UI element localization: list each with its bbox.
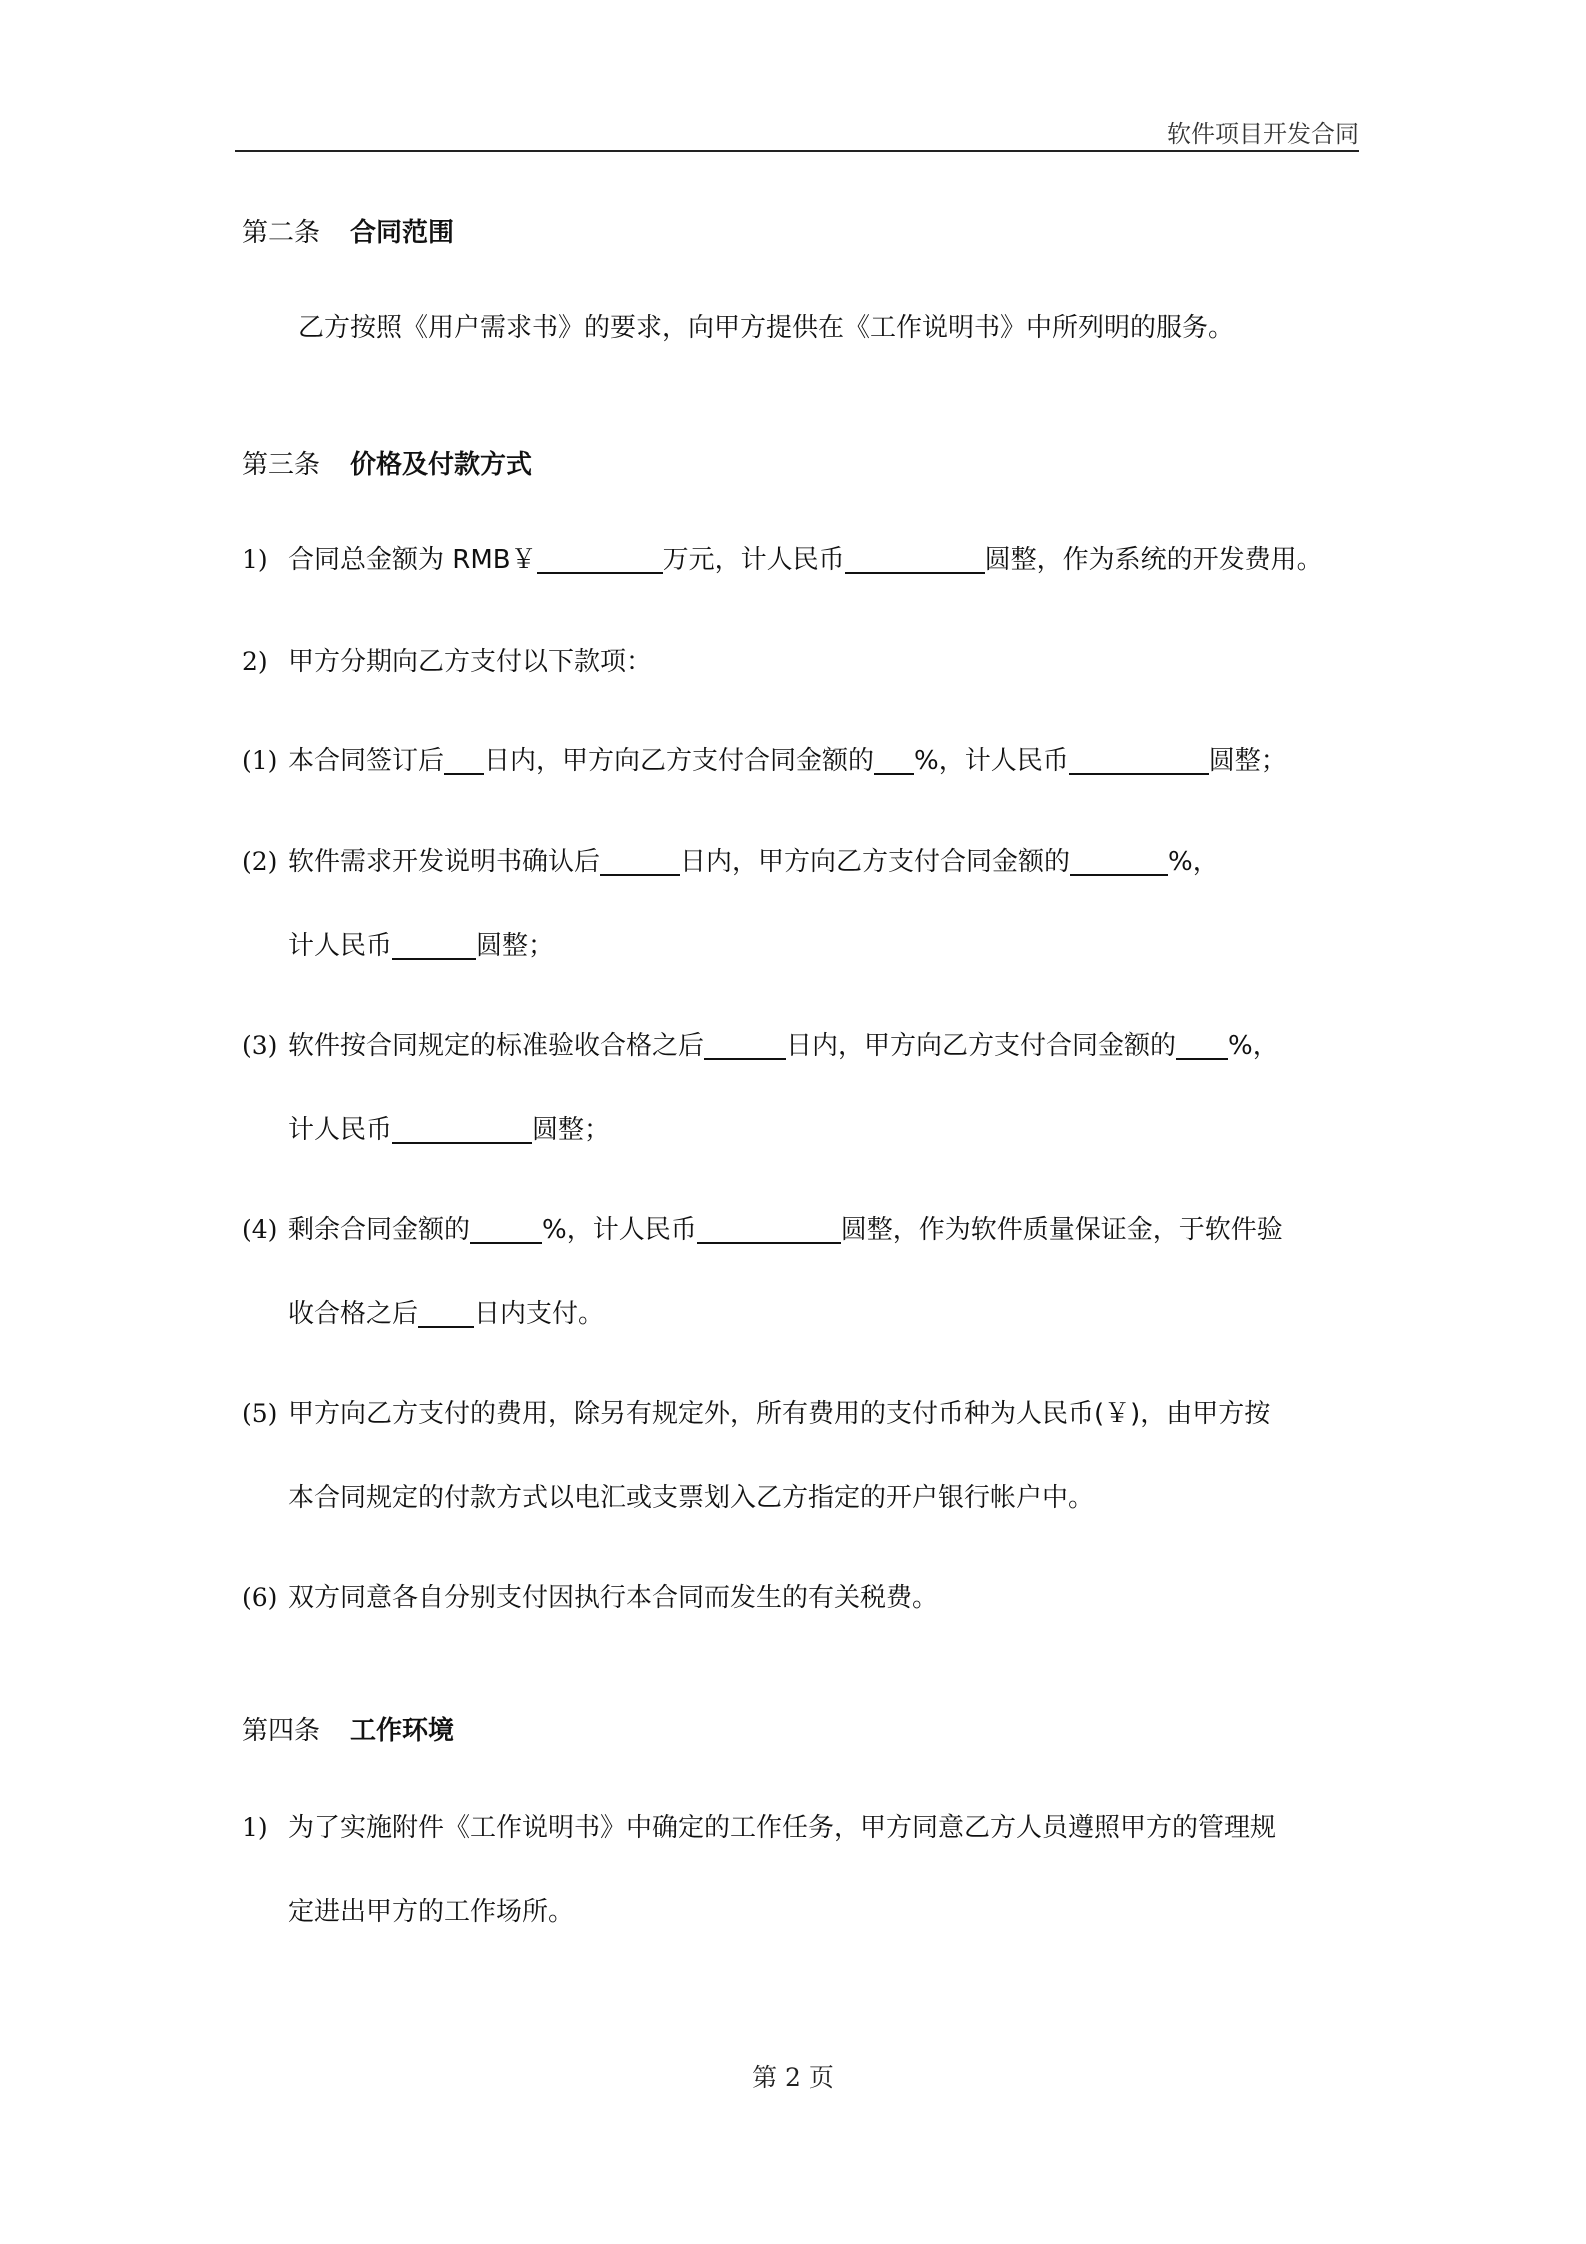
clause-number: (4) — [242, 1215, 278, 1244]
clause-text — [288, 741, 1287, 781]
clause-text-part: %，计人民币 — [542, 1215, 697, 1245]
clause-text: 定进出甲方的工作场所。 — [288, 1897, 575, 1927]
clause-text — [288, 1294, 604, 1334]
fill-in-blank[interactable] — [874, 743, 914, 775]
fill-in-blank[interactable] — [697, 1212, 841, 1244]
fill-in-blank[interactable] — [1069, 743, 1209, 775]
clause-text: 甲方向乙方支付的费用，除另有规定外，所有费用的支付币种为人民币(￥)，由甲方按 — [288, 1399, 1271, 1429]
fill-in-blank[interactable] — [537, 542, 663, 574]
fill-in-blank[interactable] — [1176, 1028, 1228, 1060]
clause-text-part: 收合格之后 — [288, 1299, 419, 1329]
article-3-number: 第三条 — [242, 450, 321, 480]
clause-text-part: 日内，甲方向乙方支付合同金额的 — [680, 847, 1071, 877]
clause-text-part: 软件需求开发说明书确认后 — [288, 847, 601, 877]
article-2-number: 第二条 — [242, 218, 321, 248]
clause-text: 甲方分期向乙方支付以下款项： — [288, 647, 653, 677]
fill-in-blank[interactable] — [1070, 844, 1168, 876]
fill-in-blank[interactable] — [704, 1028, 786, 1060]
fill-in-blank[interactable] — [600, 844, 680, 876]
fill-in-blank[interactable] — [470, 1212, 542, 1244]
clause-number: 1) — [242, 545, 268, 574]
clause-text-part: 合同总金额为 RMB￥ — [288, 545, 537, 575]
clause-text-part: 圆整； — [532, 1115, 611, 1145]
clause-text — [288, 1110, 610, 1150]
clause-text-part: 剩余合同金额的 — [288, 1215, 471, 1245]
article-2-body: 乙方按照《用户需求书》的要求，向甲方提供在《工作说明书》中所列明的服务。 — [298, 313, 1235, 343]
clause-text-part: 软件按合同规定的标准验收合格之后 — [288, 1031, 705, 1061]
fill-in-blank[interactable] — [392, 1112, 532, 1144]
article-2-heading — [242, 212, 454, 249]
clause-text-part: 日内支付。 — [474, 1299, 605, 1329]
clause-text: 双方同意各自分别支付因执行本合同而发生的有关税费。 — [288, 1583, 939, 1613]
article-3-heading — [242, 444, 532, 481]
clause-number: (2) — [242, 847, 278, 876]
clause-text-part: 计人民币 — [288, 1115, 393, 1145]
fill-in-blank[interactable] — [444, 743, 484, 775]
clause-text-part: 本合同签订后 — [288, 746, 445, 776]
clause-text-part: %， — [1228, 1031, 1279, 1061]
clause-text-part: 圆整； — [476, 931, 555, 961]
clause-text: 本合同规定的付款方式以电汇或支票划入乙方指定的开户银行帐户中。 — [288, 1483, 1095, 1513]
clause-number: (5) — [242, 1399, 278, 1428]
clause-text-part: 圆整； — [1208, 746, 1287, 776]
clause-text-part: 日内，甲方向乙方支付合同金额的 — [786, 1031, 1177, 1061]
clause-text — [288, 926, 554, 966]
clause-number: 1) — [242, 1813, 268, 1842]
clause-text — [288, 1210, 1283, 1250]
clause-number: (3) — [242, 1031, 278, 1060]
clause-text-part: %，计人民币 — [914, 746, 1069, 776]
article-4-number: 第四条 — [242, 1716, 321, 1746]
header-title: 软件项目开发合同 — [1167, 120, 1359, 148]
clause-text-part: 万元，计人民币 — [662, 545, 845, 575]
article-4-title: 工作环境 — [350, 1716, 455, 1746]
clause-number: (1) — [242, 746, 278, 775]
page-header — [235, 110, 1359, 152]
article-3-title: 价格及付款方式 — [350, 450, 533, 480]
clause-text-part: 圆整，作为软件质量保证金，于软件验 — [840, 1215, 1283, 1245]
clause-text — [288, 540, 1323, 580]
clause-text — [288, 842, 1219, 882]
clause-text-part: 圆整，作为系统的开发费用。 — [984, 545, 1323, 575]
clause-number: 2) — [242, 647, 268, 676]
clause-number: (6) — [242, 1583, 278, 1612]
fill-in-blank[interactable] — [392, 928, 476, 960]
clause-text: 为了实施附件《工作说明书》中确定的工作任务，甲方同意乙方人员遵照甲方的管理规 — [288, 1813, 1277, 1843]
article-2-title: 合同范围 — [350, 218, 455, 248]
clause-text-part: 日内，甲方向乙方支付合同金额的 — [484, 746, 875, 776]
clause-text-part: %， — [1168, 847, 1219, 877]
fill-in-blank[interactable] — [845, 542, 985, 574]
article-4-heading — [242, 1710, 454, 1747]
page-number: 第 2 页 — [752, 2063, 834, 2092]
fill-in-blank[interactable] — [418, 1296, 474, 1328]
clause-text — [288, 1026, 1279, 1066]
clause-text-part: 计人民币 — [288, 931, 393, 961]
